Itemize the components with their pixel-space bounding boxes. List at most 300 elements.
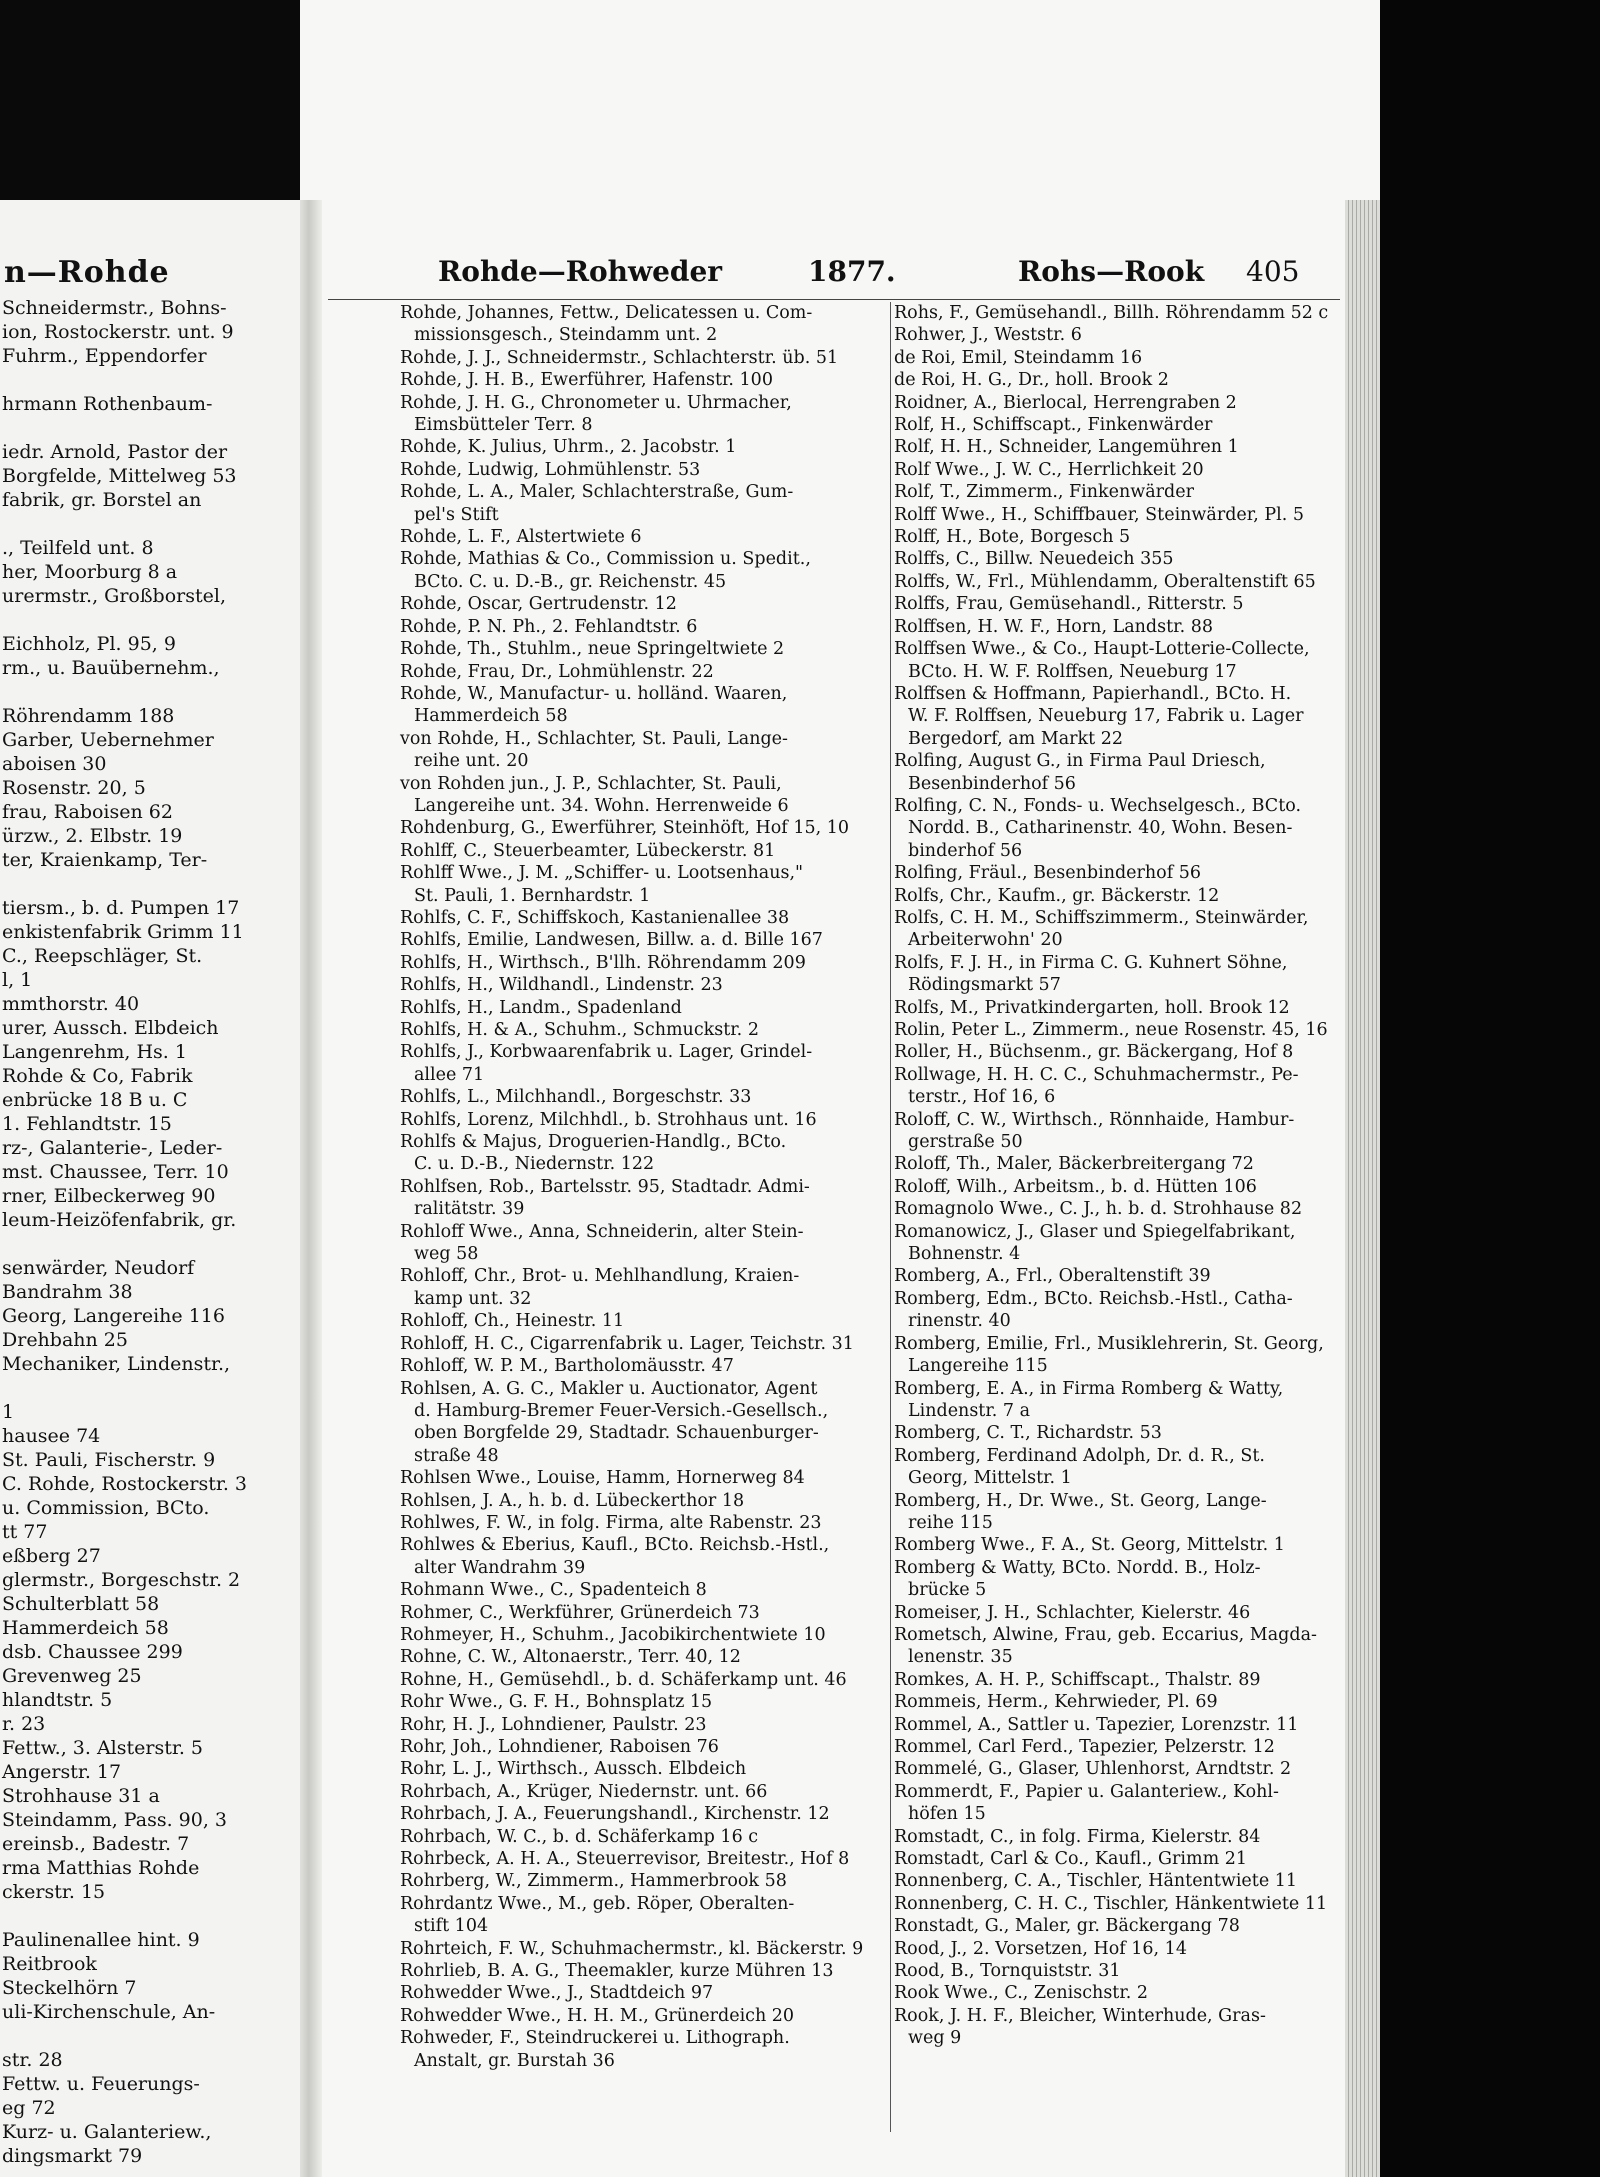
directory-entry bbox=[400, 1579, 888, 1601]
directory-entry bbox=[400, 1669, 888, 1691]
entry-first-line: Rook, J. H. F., Bleicher, Winterhude, Gras- bbox=[894, 2005, 1266, 2026]
directory-entry bbox=[400, 1960, 888, 1982]
entry-first-line: Rohr Wwe., G. F. H., Bohnsplatz 15 bbox=[400, 1692, 713, 1713]
entry-first-line: Rohlwes & Eberius, Kaufl., BCto. Reichsb.-Hstl., bbox=[400, 1535, 830, 1556]
previous-page-line: Eichholz, Pl. 95, 9 bbox=[2, 633, 176, 655]
entry-first-line: Rohde, J. J., Schneidermstr., Schlachterstr. üb. 51 bbox=[400, 347, 839, 368]
directory-entry bbox=[894, 1982, 1334, 2004]
directory-entry bbox=[400, 526, 888, 548]
directory-entry bbox=[400, 638, 888, 660]
previous-page-line: dingsmarkt 79 bbox=[2, 2145, 143, 2167]
entry-first-line: von Rohde, H., Schlachter, St. Pauli, Lange- bbox=[400, 728, 788, 749]
entry-first-line: Rometsch, Alwine, Frau, geb. Eccarius, Magda- bbox=[894, 1624, 1317, 1645]
entry-continuation-line: oben Borgfelde 29, Stadtadr. Schauenburger- bbox=[414, 1423, 819, 1444]
entry-first-line: Rohde, Ludwig, Lohmühlenstr. 53 bbox=[400, 459, 701, 480]
directory-entry bbox=[400, 1041, 888, 1086]
directory-entry bbox=[400, 1109, 888, 1131]
entry-first-line: Rohloff, W. P. M., Bartholomäusstr. 47 bbox=[400, 1356, 734, 1377]
directory-entry bbox=[400, 1086, 888, 1108]
entry-first-line: Rohlfs, L., Milchhandl., Borgeschstr. 33 bbox=[400, 1087, 752, 1108]
entry-first-line: Romstadt, C., in folg. Firma, Kielerstr. 84 bbox=[894, 1826, 1261, 1847]
entry-first-line: Rolfing, August G., in Firma Paul Driesch, bbox=[894, 751, 1266, 772]
previous-page-line: dsb. Chaussee 299 bbox=[2, 1641, 183, 1663]
directory-entry bbox=[894, 1938, 1334, 1960]
column-divider bbox=[890, 302, 891, 2132]
previous-page-line: Kurz- u. Galanteriew., bbox=[2, 2121, 212, 2143]
entry-first-line: Rohmeyer, H., Schuhm., Jacobikirchentwiete 10 bbox=[400, 1624, 826, 1645]
entry-first-line: Romberg, Emilie, Frl., Musiklehrerin, St. Georg, bbox=[894, 1333, 1324, 1354]
directory-entry bbox=[894, 1714, 1334, 1736]
entry-continuation-line: Besenbinderhof 56 bbox=[908, 773, 1076, 794]
directory-column-right bbox=[894, 302, 1334, 2050]
directory-entry bbox=[400, 1490, 888, 1512]
directory-entry bbox=[894, 1691, 1334, 1713]
previous-page-line: tt 77 bbox=[2, 1521, 48, 1543]
previous-page-line: str. 28 bbox=[2, 2049, 63, 2071]
directory-entry bbox=[400, 661, 888, 683]
previous-page-line bbox=[0, 1376, 298, 1400]
directory-entry bbox=[400, 593, 888, 615]
entry-continuation-line: Langereihe 115 bbox=[908, 1356, 1048, 1377]
entry-first-line: Rohlfs, H., Landm., Spadenland bbox=[400, 997, 682, 1018]
previous-page-line: urermstr., Großborstel, bbox=[2, 585, 226, 607]
directory-entry bbox=[400, 1938, 888, 1960]
entry-first-line: Romberg, A., Frl., Oberaltenstift 39 bbox=[894, 1266, 1211, 1287]
entry-first-line: Rohlfs, J., Korbwaarenfabrik u. Lager, Grindel- bbox=[400, 1042, 813, 1063]
entry-first-line: Romberg, Ferdinand Adolph, Dr. d. R., St. bbox=[894, 1445, 1265, 1466]
directory-entry bbox=[894, 1669, 1334, 1691]
entry-first-line: Rolffs, C., Billw. Neuedeich 355 bbox=[894, 549, 1174, 570]
directory-page bbox=[328, 255, 1340, 2155]
running-head-left: Rohde—Rohweder bbox=[438, 255, 723, 288]
entry-first-line: Rohde, J. H. B., Ewerführer, Hafenstr. 100 bbox=[400, 370, 773, 391]
entry-first-line: Rohs, F., Gemüsehandl., Billh. Röhrendamm 52 c bbox=[894, 303, 1329, 323]
entry-first-line: Rohr, Joh., Lohndiener, Raboisen 76 bbox=[400, 1737, 719, 1757]
entry-first-line: Rood, J., 2. Vorsetzen, Hof 16, 14 bbox=[894, 1938, 1187, 1959]
previous-page-line: eßberg 27 bbox=[2, 1545, 101, 1567]
directory-entry bbox=[894, 1557, 1334, 1602]
entry-first-line: Rolffsen & Hoffmann, Papierhandl., BCto. H. bbox=[894, 683, 1292, 704]
previous-page-line: senwärder, Neudorf bbox=[2, 1257, 195, 1279]
entry-first-line: Rohlsen, A. G. C., Makler u. Auctionator, Agent bbox=[400, 1378, 818, 1399]
previous-page-line: r. 23 bbox=[2, 1713, 46, 1735]
previous-page-line: Rosenstr. 20, 5 bbox=[2, 777, 146, 799]
previous-page-line: ckerstr. 15 bbox=[2, 1881, 106, 1903]
entry-first-line: Rohlsen, J. A., h. b. d. Lübeckerthor 18 bbox=[400, 1490, 745, 1511]
entry-continuation-line: kamp unt. 32 bbox=[414, 1288, 532, 1309]
directory-columns bbox=[328, 302, 1340, 2132]
running-head-right: Rohs—Rook bbox=[1018, 255, 1205, 288]
directory-entry bbox=[894, 1624, 1334, 1669]
directory-entry bbox=[894, 1265, 1334, 1287]
previous-page-line: Rohde & Co, Fabrik bbox=[2, 1065, 193, 1087]
directory-entry bbox=[400, 459, 888, 481]
entry-continuation-line: weg 9 bbox=[908, 2028, 962, 2049]
directory-entry bbox=[894, 1602, 1334, 1624]
previous-page-line: hausee 74 bbox=[2, 1425, 101, 1447]
directory-entry bbox=[894, 1736, 1334, 1758]
entry-first-line: Romberg Wwe., F. A., St. Georg, Mittelstr. 1 bbox=[894, 1535, 1285, 1556]
entry-first-line: Rohloff, Ch., Heinestr. 11 bbox=[400, 1311, 625, 1332]
directory-entry bbox=[400, 817, 888, 839]
entry-first-line: Ronnenberg, C. A., Tischler, Häntentwiete 11 bbox=[894, 1871, 1298, 1892]
directory-entry bbox=[400, 1534, 888, 1579]
previous-page-line: rner, Eilbeckerweg 90 bbox=[2, 1185, 216, 1207]
previous-page-line: iedr. Arnold, Pastor der bbox=[2, 441, 228, 463]
entry-first-line: Rommel, A., Sattler u. Tapezier, Lorenzstr. 11 bbox=[894, 1714, 1299, 1735]
previous-page-line: tiersm., b. d. Pumpen 17 bbox=[2, 897, 240, 919]
entry-first-line: Romkes, A. H. P., Schiffscapt., Thalstr. 89 bbox=[894, 1669, 1261, 1690]
entry-first-line: Rolf, T., Zimmerm., Finkenwärder bbox=[894, 482, 1194, 503]
directory-entry bbox=[400, 481, 888, 526]
directory-entry bbox=[400, 1602, 888, 1624]
directory-entry bbox=[894, 1176, 1334, 1198]
entry-continuation-line: ralitätstr. 39 bbox=[414, 1199, 525, 1220]
entry-first-line: Roidner, A., Bierlocal, Herrengraben 2 bbox=[894, 392, 1237, 413]
entry-first-line: Romeiser, J. H., Schlachter, Kielerstr. 46 bbox=[894, 1602, 1251, 1623]
previous-page-line: hrmann Rothenbaum- bbox=[2, 393, 213, 415]
directory-entry bbox=[894, 1109, 1334, 1154]
entry-continuation-line: Arbeiterwohn' 20 bbox=[908, 930, 1063, 951]
entry-first-line: Roloff, Wilh., Arbeitsm., b. d. Hütten 106 bbox=[894, 1176, 1257, 1197]
entry-continuation-line: terstr., Hof 16, 6 bbox=[908, 1087, 1056, 1108]
previous-page-line: Steckelhörn 7 bbox=[2, 1977, 137, 1999]
directory-entry bbox=[400, 683, 888, 728]
previous-page-line: Strohhause 31 a bbox=[2, 1785, 160, 1807]
entry-first-line: von Rohden jun., J. P., Schlachter, St. Pauli, bbox=[400, 773, 782, 794]
previous-page-line: Langenrehm, Hs. 1 bbox=[2, 1041, 187, 1063]
directory-entry bbox=[894, 862, 1334, 884]
entry-continuation-line: reihe unt. 20 bbox=[414, 751, 529, 772]
previous-page-line: Fettw., 3. Alsterstr. 5 bbox=[2, 1737, 204, 1759]
previous-page-line: mmthorstr. 40 bbox=[2, 993, 140, 1015]
directory-entry bbox=[894, 616, 1334, 638]
entry-first-line: Rolfs, M., Privatkindergarten, holl. Brook 12 bbox=[894, 997, 1290, 1018]
previous-page-line: St. Pauli, Fischerstr. 9 bbox=[2, 1449, 216, 1471]
directory-entry bbox=[894, 1534, 1334, 1556]
entry-continuation-line: reihe 115 bbox=[908, 1512, 993, 1533]
previous-page-line: rz-, Galanterie-, Leder- bbox=[2, 1137, 223, 1159]
directory-entry bbox=[894, 1758, 1334, 1780]
directory-entry bbox=[400, 1221, 888, 1266]
directory-entry bbox=[400, 2005, 888, 2027]
entry-first-line: Rohwer, J., Weststr. 6 bbox=[894, 325, 1082, 346]
entry-first-line: Rohde, Mathias & Co., Commission u. Spedit., bbox=[400, 549, 811, 570]
directory-entry bbox=[894, 593, 1334, 615]
directory-entry bbox=[894, 369, 1334, 391]
entry-continuation-line: rinenstr. 40 bbox=[908, 1311, 1011, 1332]
directory-entry bbox=[894, 504, 1334, 526]
entry-first-line: Rohlff Wwe., J. M. „Schiffer- u. Lootsenhaus," bbox=[400, 863, 804, 884]
previous-page-line: Paulinenallee hint. 9 bbox=[2, 1929, 200, 1951]
entry-first-line: Rohwedder Wwe., J., Stadtdeich 97 bbox=[400, 1983, 714, 2004]
directory-entry bbox=[400, 728, 888, 773]
previous-page-line: ., Teilfeld unt. 8 bbox=[2, 537, 154, 559]
previous-page-line: urer, Aussch. Elbdeich bbox=[2, 1017, 219, 1039]
previous-page-line: Fuhrm., Eppendorfer bbox=[2, 345, 207, 367]
directory-entry bbox=[400, 347, 888, 369]
entry-first-line: Rohlfs, H., Wirthsch., B'llh. Röhrendamm 209 bbox=[400, 952, 806, 973]
previous-page-line: Schulterblatt 58 bbox=[2, 1593, 160, 1615]
entry-continuation-line: Langereihe unt. 34. Wohn. Herrenweide 6 bbox=[414, 795, 789, 816]
directory-entry bbox=[400, 773, 888, 818]
directory-entry bbox=[894, 1064, 1334, 1109]
entry-continuation-line: weg 58 bbox=[414, 1244, 479, 1265]
entry-first-line: Rohloff, Chr., Brot- u. Mehlhandlung, Kraien- bbox=[400, 1266, 800, 1287]
directory-entry bbox=[894, 1198, 1334, 1220]
directory-entry bbox=[400, 1870, 888, 1892]
entry-continuation-line: binderhof 56 bbox=[908, 840, 1023, 861]
directory-entry bbox=[400, 974, 888, 996]
entry-continuation-line: Nordd. B., Catharinenstr. 40, Wohn. Besen- bbox=[908, 818, 1293, 839]
entry-first-line: Rohmann Wwe., C., Spadenteich 8 bbox=[400, 1580, 707, 1601]
entry-continuation-line: alter Wandrahm 39 bbox=[414, 1557, 586, 1578]
entry-first-line: Romberg, E. A., in Firma Romberg & Watty, bbox=[894, 1378, 1284, 1399]
previous-page-line: Angerstr. 17 bbox=[2, 1761, 122, 1783]
directory-entry bbox=[894, 683, 1334, 750]
entry-first-line: Rook Wwe., C., Zenischstr. 2 bbox=[894, 1983, 1149, 2004]
book-gutter bbox=[300, 200, 322, 2177]
directory-entry bbox=[894, 481, 1334, 503]
directory-entry bbox=[400, 1378, 888, 1468]
entry-first-line: Rohde, Johannes, Fettw., Delicatessen u. Com- bbox=[400, 303, 813, 323]
previous-page-line: hlandtstr. 5 bbox=[2, 1689, 113, 1711]
entry-continuation-line: St. Pauli, 1. Bernhardstr. 1 bbox=[414, 885, 651, 906]
entry-continuation-line: BCto. H. W. F. Rolffsen, Neueburg 17 bbox=[908, 661, 1237, 682]
entry-first-line: Ronstadt, G., Maler, gr. Bäckergang 78 bbox=[894, 1916, 1240, 1937]
entry-first-line: Romberg, H., Dr. Wwe., St. Georg, Lange- bbox=[894, 1490, 1267, 1511]
previous-page-fragment bbox=[0, 255, 298, 2167]
entry-continuation-line: W. F. Rolffsen, Neueburg 17, Fabrik u. Lager bbox=[908, 706, 1304, 727]
previous-page-line bbox=[0, 2024, 298, 2048]
previous-page-line: ereinsb., Badestr. 7 bbox=[2, 1833, 190, 1855]
directory-entry bbox=[400, 952, 888, 974]
entry-continuation-line: Eimsbütteler Terr. 8 bbox=[414, 415, 593, 436]
entry-first-line: Rohdenburg, G., Ewerführer, Steinhöft, Hof 15, 10 bbox=[400, 818, 849, 839]
previous-page-line: glermstr., Borgeschstr. 2 bbox=[2, 1569, 241, 1591]
directory-entry bbox=[894, 1041, 1334, 1063]
directory-entry bbox=[894, 1893, 1334, 1915]
previous-page-line: leum-Heizöfenfabrik, gr. bbox=[2, 1209, 237, 1231]
previous-page-line: Schneidermstr., Bohns- bbox=[2, 297, 227, 319]
entry-first-line: Rohrlieb, B. A. G., Theemakler, kurze Mühren 13 bbox=[400, 1961, 834, 1982]
directory-entry bbox=[400, 1355, 888, 1377]
previous-page-line: Reitbrook bbox=[2, 1953, 97, 1975]
previous-page-line: l, 1 bbox=[2, 969, 33, 991]
entry-first-line: Rohde, K. Julius, Uhrm., 2. Jacobstr. 1 bbox=[400, 437, 737, 458]
running-head-year: 1877. bbox=[808, 255, 896, 288]
entry-first-line: Rohlfsen, Rob., Bartelsstr. 95, Stadtadr. Admi- bbox=[400, 1176, 810, 1197]
entry-first-line: Romanowicz, J., Glaser und Spiegelfabrikant, bbox=[894, 1221, 1296, 1242]
entry-first-line: Romagnolo Wwe., C. J., h. b. d. Strohhause 82 bbox=[894, 1199, 1303, 1220]
previous-page-line: enkistenfabrik Grimm 11 bbox=[2, 921, 244, 943]
directory-entry bbox=[894, 392, 1334, 414]
directory-entry bbox=[400, 907, 888, 929]
directory-entry bbox=[894, 1422, 1334, 1444]
entry-first-line: Rohlff, C., Steuerbeamter, Lübeckerstr. 81 bbox=[400, 840, 776, 861]
directory-entry bbox=[894, 907, 1334, 952]
entry-first-line: Rohlfs, Emilie, Landwesen, Billw. a. d. Bille 167 bbox=[400, 930, 823, 951]
entry-first-line: Rohde, Th., Stuhlm., neue Springeltwiete 2 bbox=[400, 639, 785, 660]
entry-first-line: Rolffsen Wwe., & Co., Haupt-Lotterie-Collecte, bbox=[894, 639, 1310, 660]
entry-first-line: Rommel, Carl Ferd., Tapezier, Pelzerstr. 12 bbox=[894, 1737, 1275, 1757]
entry-continuation-line: gerstraße 50 bbox=[908, 1132, 1023, 1153]
directory-entry bbox=[894, 1333, 1334, 1378]
entry-continuation-line: brücke 5 bbox=[908, 1580, 987, 1601]
entry-first-line: Rohmer, C., Werkführer, Grünerdeich 73 bbox=[400, 1602, 760, 1623]
directory-entry bbox=[894, 1960, 1334, 1982]
entry-first-line: Rolfing, Fräul., Besenbinderhof 56 bbox=[894, 863, 1202, 884]
entry-first-line: Rohwedder Wwe., H. H. M., Grünerdeich 20 bbox=[400, 2005, 795, 2026]
directory-entry bbox=[894, 1019, 1334, 1041]
directory-entry bbox=[400, 1019, 888, 1041]
previous-page-line: fabrik, gr. Borstel an bbox=[2, 489, 202, 511]
entry-first-line: Rohrberg, W., Zimmerm., Hammerbrook 58 bbox=[400, 1871, 787, 1892]
directory-entry bbox=[400, 1131, 888, 1176]
directory-entry bbox=[894, 1445, 1334, 1490]
previous-page-line: Grevenweg 25 bbox=[2, 1665, 142, 1687]
directory-entry bbox=[894, 2005, 1334, 2050]
previous-page-line: uli-Kirchenschule, An- bbox=[2, 2001, 216, 2023]
previous-page-line: ürzw., 2. Elbstr. 19 bbox=[2, 825, 183, 847]
directory-entry bbox=[400, 1646, 888, 1668]
entry-first-line: Rolin, Peter L., Zimmerm., neue Rosenstr. 45, 16 bbox=[894, 1020, 1328, 1040]
entry-first-line: Rolff, H., Bote, Borgesch 5 bbox=[894, 527, 1131, 548]
directory-entry bbox=[400, 302, 888, 347]
entry-continuation-line: Georg, Mittelstr. 1 bbox=[908, 1468, 1072, 1489]
directory-entry bbox=[894, 1490, 1334, 1535]
entry-first-line: Rolffs, W., Frl., Mühlendamm, Oberaltenstift 65 bbox=[894, 571, 1316, 592]
entry-first-line: Rohloff Wwe., Anna, Schneiderin, alter Stein- bbox=[400, 1221, 804, 1242]
previous-page-line: C. Rohde, Rostockerstr. 3 bbox=[2, 1473, 248, 1495]
previous-page-line: Röhrendamm 188 bbox=[2, 705, 175, 727]
previous-page-line bbox=[0, 512, 298, 536]
previous-page-line: Hammerdeich 58 bbox=[2, 1617, 169, 1639]
directory-entry bbox=[894, 526, 1334, 548]
directory-entry bbox=[894, 997, 1334, 1019]
directory-entry bbox=[400, 548, 888, 593]
directory-entry bbox=[894, 414, 1334, 436]
entry-first-line: Rohrbeck, A. H. A., Steuerrevisor, Breitestr., Hof 8 bbox=[400, 1849, 850, 1870]
directory-entry bbox=[400, 997, 888, 1019]
directory-entry bbox=[400, 616, 888, 638]
entry-first-line: Rolffs, Frau, Gemüsehandl., Ritterstr. 5 bbox=[894, 594, 1244, 615]
entry-first-line: Rohde, J. H. G., Chronometer u. Uhrmacher, bbox=[400, 392, 792, 413]
entry-first-line: de Roi, Emil, Steindamm 16 bbox=[894, 347, 1143, 368]
entry-first-line: Rohrteich, F. W., Schuhmachermstr., kl. Bäckerstr. 9 bbox=[400, 1938, 864, 1959]
directory-entry bbox=[894, 1870, 1334, 1892]
directory-entry bbox=[894, 1915, 1334, 1937]
entry-first-line: Rolf, H., Schiffscapt., Finkenwärder bbox=[894, 415, 1213, 436]
directory-entry bbox=[400, 1624, 888, 1646]
directory-entry bbox=[894, 347, 1334, 369]
directory-entry bbox=[400, 1714, 888, 1736]
entry-first-line: Rohde, W., Manufactur- u. holländ. Waaren, bbox=[400, 683, 788, 704]
previous-page-line bbox=[0, 416, 298, 440]
previous-page-line: Steindamm, Pass. 90, 3 bbox=[2, 1809, 227, 1831]
previous-page-line: Garber, Uebernehmer bbox=[2, 729, 214, 751]
directory-entry bbox=[400, 1691, 888, 1713]
entry-first-line: Rohloff, H. C., Cigarrenfabrik u. Lager, Teichstr. 31 bbox=[400, 1333, 854, 1354]
directory-entry bbox=[400, 1848, 888, 1870]
directory-entry bbox=[400, 1826, 888, 1848]
entry-continuation-line: d. Hamburg-Bremer Feuer-Versich.-Gesellsch., bbox=[414, 1400, 829, 1421]
directory-entry bbox=[400, 436, 888, 458]
directory-entry bbox=[400, 369, 888, 391]
entry-first-line: Rohde, Frau, Dr., Lohmühlenstr. 22 bbox=[400, 661, 714, 682]
directory-entry bbox=[894, 1781, 1334, 1826]
directory-entry bbox=[894, 1378, 1334, 1423]
directory-entry bbox=[400, 2027, 888, 2072]
entry-first-line: Rolf, H. H., Schneider, Langemühren 1 bbox=[894, 437, 1239, 458]
previous-page-line: mst. Chaussee, Terr. 10 bbox=[2, 1161, 229, 1183]
previous-page-line bbox=[0, 368, 298, 392]
entry-continuation-line: straße 48 bbox=[414, 1445, 499, 1466]
book-page-edges bbox=[1345, 200, 1380, 2177]
previous-page-line: 1. Fehlandtstr. 15 bbox=[2, 1113, 172, 1135]
previous-page-line: Mechaniker, Lindenstr., bbox=[2, 1353, 231, 1375]
entry-first-line: Rolfing, C. N., Fonds- u. Wechselgesch., BCto. bbox=[894, 795, 1302, 816]
directory-entry bbox=[894, 750, 1334, 795]
previous-page-line bbox=[0, 1232, 298, 1256]
directory-entry bbox=[400, 1893, 888, 1938]
entry-first-line: Rohweder, F., Steindruckerei u. Lithograph. bbox=[400, 2028, 790, 2049]
entry-continuation-line: Lindenstr. 7 a bbox=[908, 1400, 1031, 1421]
entry-first-line: Rommeis, Herm., Kehrwieder, Pl. 69 bbox=[894, 1692, 1218, 1713]
entry-continuation-line: lenenstr. 35 bbox=[908, 1647, 1013, 1668]
entry-first-line: Rohde, L. F., Alstertwiete 6 bbox=[400, 527, 642, 548]
entry-first-line: Rohde, L. A., Maler, Schlachterstraße, Gum- bbox=[400, 482, 794, 503]
directory-entry bbox=[400, 1310, 888, 1332]
entry-first-line: Rohrbach, J. A., Feuerungshandl., Kirchenstr. 12 bbox=[400, 1804, 830, 1825]
directory-entry bbox=[894, 1288, 1334, 1333]
previous-page-line bbox=[0, 680, 298, 704]
previous-page-line: her, Moorburg 8 a bbox=[2, 561, 178, 583]
entry-continuation-line: missionsgesch., Steindamm unt. 2 bbox=[414, 325, 718, 346]
previous-page-line: Georg, Langereihe 116 bbox=[2, 1305, 225, 1327]
previous-page-line: C., Reepschläger, St. bbox=[2, 945, 203, 967]
entry-first-line: Rohrbach, W. C., b. d. Schäferkamp 16 c bbox=[400, 1826, 759, 1847]
scan-background-right bbox=[1380, 0, 1600, 2177]
previous-page-line: 1 bbox=[2, 1401, 15, 1423]
scan-background-top-left bbox=[0, 0, 300, 200]
entry-first-line: Rolfs, C. H. M., Schiffszimmerm., Steinwärder, bbox=[894, 907, 1309, 928]
entry-first-line: Romberg, Edm., BCto. Reichsb.-Hstl., Catha- bbox=[894, 1288, 1293, 1309]
directory-entry bbox=[400, 1467, 888, 1489]
entry-first-line: Ronnenberg, C. H. C., Tischler, Hänkentwiete 11 bbox=[894, 1893, 1328, 1914]
entry-first-line: Rohr, L. J., Wirthsch., Aussch. Elbdeich bbox=[400, 1759, 747, 1780]
directory-entry bbox=[894, 436, 1334, 458]
previous-page-line: eg 72 bbox=[2, 2097, 56, 2119]
previous-page-line: frau, Raboisen 62 bbox=[2, 801, 173, 823]
entry-first-line: Rohne, C. W., Altonaerstr., Terr. 40, 12 bbox=[400, 1647, 741, 1668]
entry-first-line: Rohne, H., Gemüsehdl., b. d. Schäferkamp unt. 46 bbox=[400, 1669, 847, 1690]
directory-entry bbox=[894, 302, 1334, 324]
entry-first-line: Rohrdantz Wwe., M., geb. Röper, Oberalten- bbox=[400, 1893, 795, 1914]
previous-page-line: rma Matthias Rohde bbox=[2, 1857, 200, 1879]
entry-first-line: Rolfs, F. J. H., in Firma C. G. Kuhnert Söhne, bbox=[894, 952, 1288, 973]
entry-first-line: Rohlsen Wwe., Louise, Hamm, Hornerweg 84 bbox=[400, 1468, 805, 1489]
entry-continuation-line: Bergedorf, am Markt 22 bbox=[908, 728, 1123, 749]
directory-entry bbox=[894, 459, 1334, 481]
directory-entry bbox=[894, 548, 1334, 570]
entry-first-line: Rommerdt, F., Papier u. Galanteriew., Kohl- bbox=[894, 1781, 1279, 1802]
entry-continuation-line: Anstalt, gr. Burstah 36 bbox=[414, 2050, 615, 2071]
directory-entry bbox=[400, 929, 888, 951]
entry-continuation-line: C. u. D.-B., Niedernstr. 122 bbox=[414, 1154, 655, 1175]
page-number: 405 bbox=[1246, 255, 1300, 288]
directory-entry bbox=[400, 1982, 888, 2004]
